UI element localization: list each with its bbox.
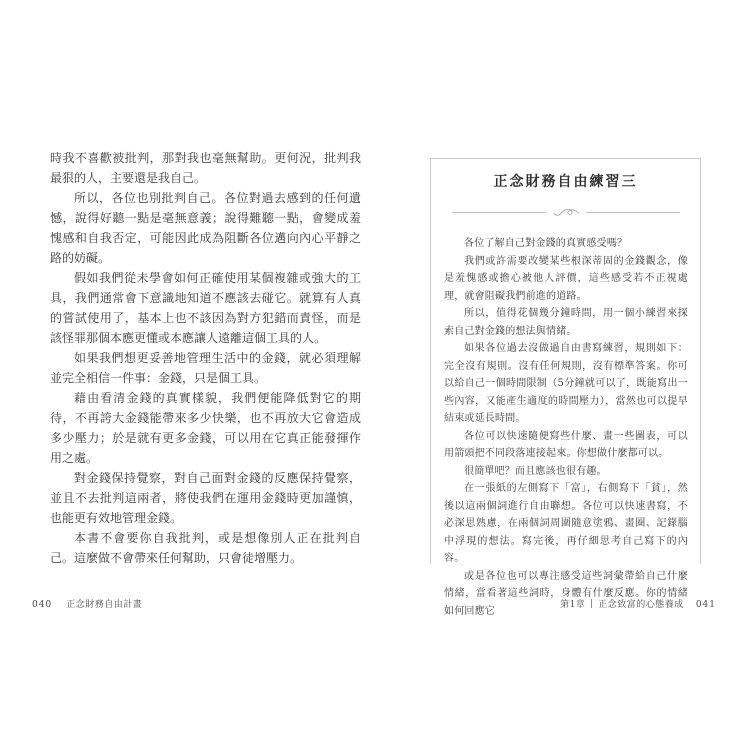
paragraph: 時我不喜歡被批判，那對我也毫無幫助。更何況，批判我最狠的人，主要還是我自己。	[50, 151, 361, 185]
paragraph: 所以，值得花個幾分鐘時間，用一個小練習來探索自己對金錢的想法與情緒。	[444, 308, 688, 337]
left-page-text-column	[50, 148, 361, 568]
page-number: 040	[32, 600, 53, 610]
ornament-divider	[452, 205, 680, 219]
paragraph: 藉由看清金錢的真實樣貌，我們便能降低對它的期待，不再誇大金錢能帶來多少快樂，也不再放大它會造成多少壓力；於是就有更多金錢，可以用在它真正能發揮作用之處。	[50, 391, 361, 465]
divider-line	[586, 212, 680, 213]
paragraph: 對金錢保持覺察，對自己面對金錢的反應保持覺察，並且不去批判這兩者，將使我們在運用金錢時更加謹慎，也能更有效地管理金錢。	[50, 471, 361, 525]
paragraph: 在一張紙的左側寫下「富」，右側寫下「貧」，然後以這兩個詞進行自由聯想。各位可以快速書寫，不必深思熟慮，在兩個詞周圍隨意塗鴉、畫圈、記錄腦中浮現的想法。寫完後，再仔細思考自己寫下的內容。	[444, 483, 688, 564]
page-number: 041	[695, 600, 716, 610]
paragraph: 各位了解自己對金錢的真實感受嗎？	[464, 238, 628, 249]
chapter-title: 正念致富的心態養成	[598, 600, 684, 610]
paragraph: 本書不會要你自我批判，或是想像別人正在批判自己。這麼做不會帶來任何幫助，只會徒增壓力。	[50, 531, 361, 565]
paragraph: 或是各位也可以專注感受這些詞彙帶給自己什麼情緒，當看著這些詞時，身體有什麼反應。你的情緒如何回應它	[444, 570, 688, 617]
right-page-footer	[560, 597, 716, 610]
exercise-title: 正念財務自由練習三	[493, 174, 638, 190]
divider-line	[452, 212, 546, 213]
paragraph: 如果我們想更妥善地管理生活中的金錢，就必須理解並完全相信一件事：金錢，只是個工具。	[50, 351, 361, 385]
paragraph: 各位可以快速隨便寫些什麼、畫一些圖表，可以用箭頭把不同段落連接起來。你想做什麼都可以。	[444, 430, 688, 459]
paragraph: 很簡單吧？而且應該也很有趣。	[464, 465, 607, 477]
left-page-footer	[32, 597, 142, 610]
paragraph: 我們或許需要改變某些根深蒂固的金錢觀念，像是羞愧感或擔心被他人評價，這些感受若不正視處理，就會阻礙我們前進的道路。	[444, 255, 688, 302]
chapter-number: 第1章	[560, 600, 586, 610]
paragraph: 所以，各位也別批判自己。各位對過去感到的任何遺憾，說得好聽一點是毫無意義；說得難聽一點，會變成羞愧感和自我否定，可能因此成為阻斷各位邁向內心平靜之路的妨礙。	[50, 191, 361, 265]
paragraph: 如果各位過去沒做過自由書寫練習，規則如下：完全沒有規則。沒有任何規則，沒有標準答案。你可以給自己一個時間限制（5分鐘就可以了，既能寫出一些內容，又能產生適度的時間壓力），當然也可以提早結束或延長時間。	[444, 343, 688, 424]
book-title: 正念財務自由計畫	[66, 600, 143, 610]
swirl-ornament-icon	[553, 206, 579, 218]
footer-divider	[591, 599, 592, 608]
exercise-body	[431, 235, 700, 620]
paragraph: 假如我們從未學會如何正確使用某個複雜或強大的工具，我們通常會下意識地知道不應該去碰它。就算有人真的嘗試使用了，基本上也不該因為對方犯錯而責怪，而是該怪罪那個本應更懂或本應讓人遠離這個工具的人。	[50, 271, 361, 345]
